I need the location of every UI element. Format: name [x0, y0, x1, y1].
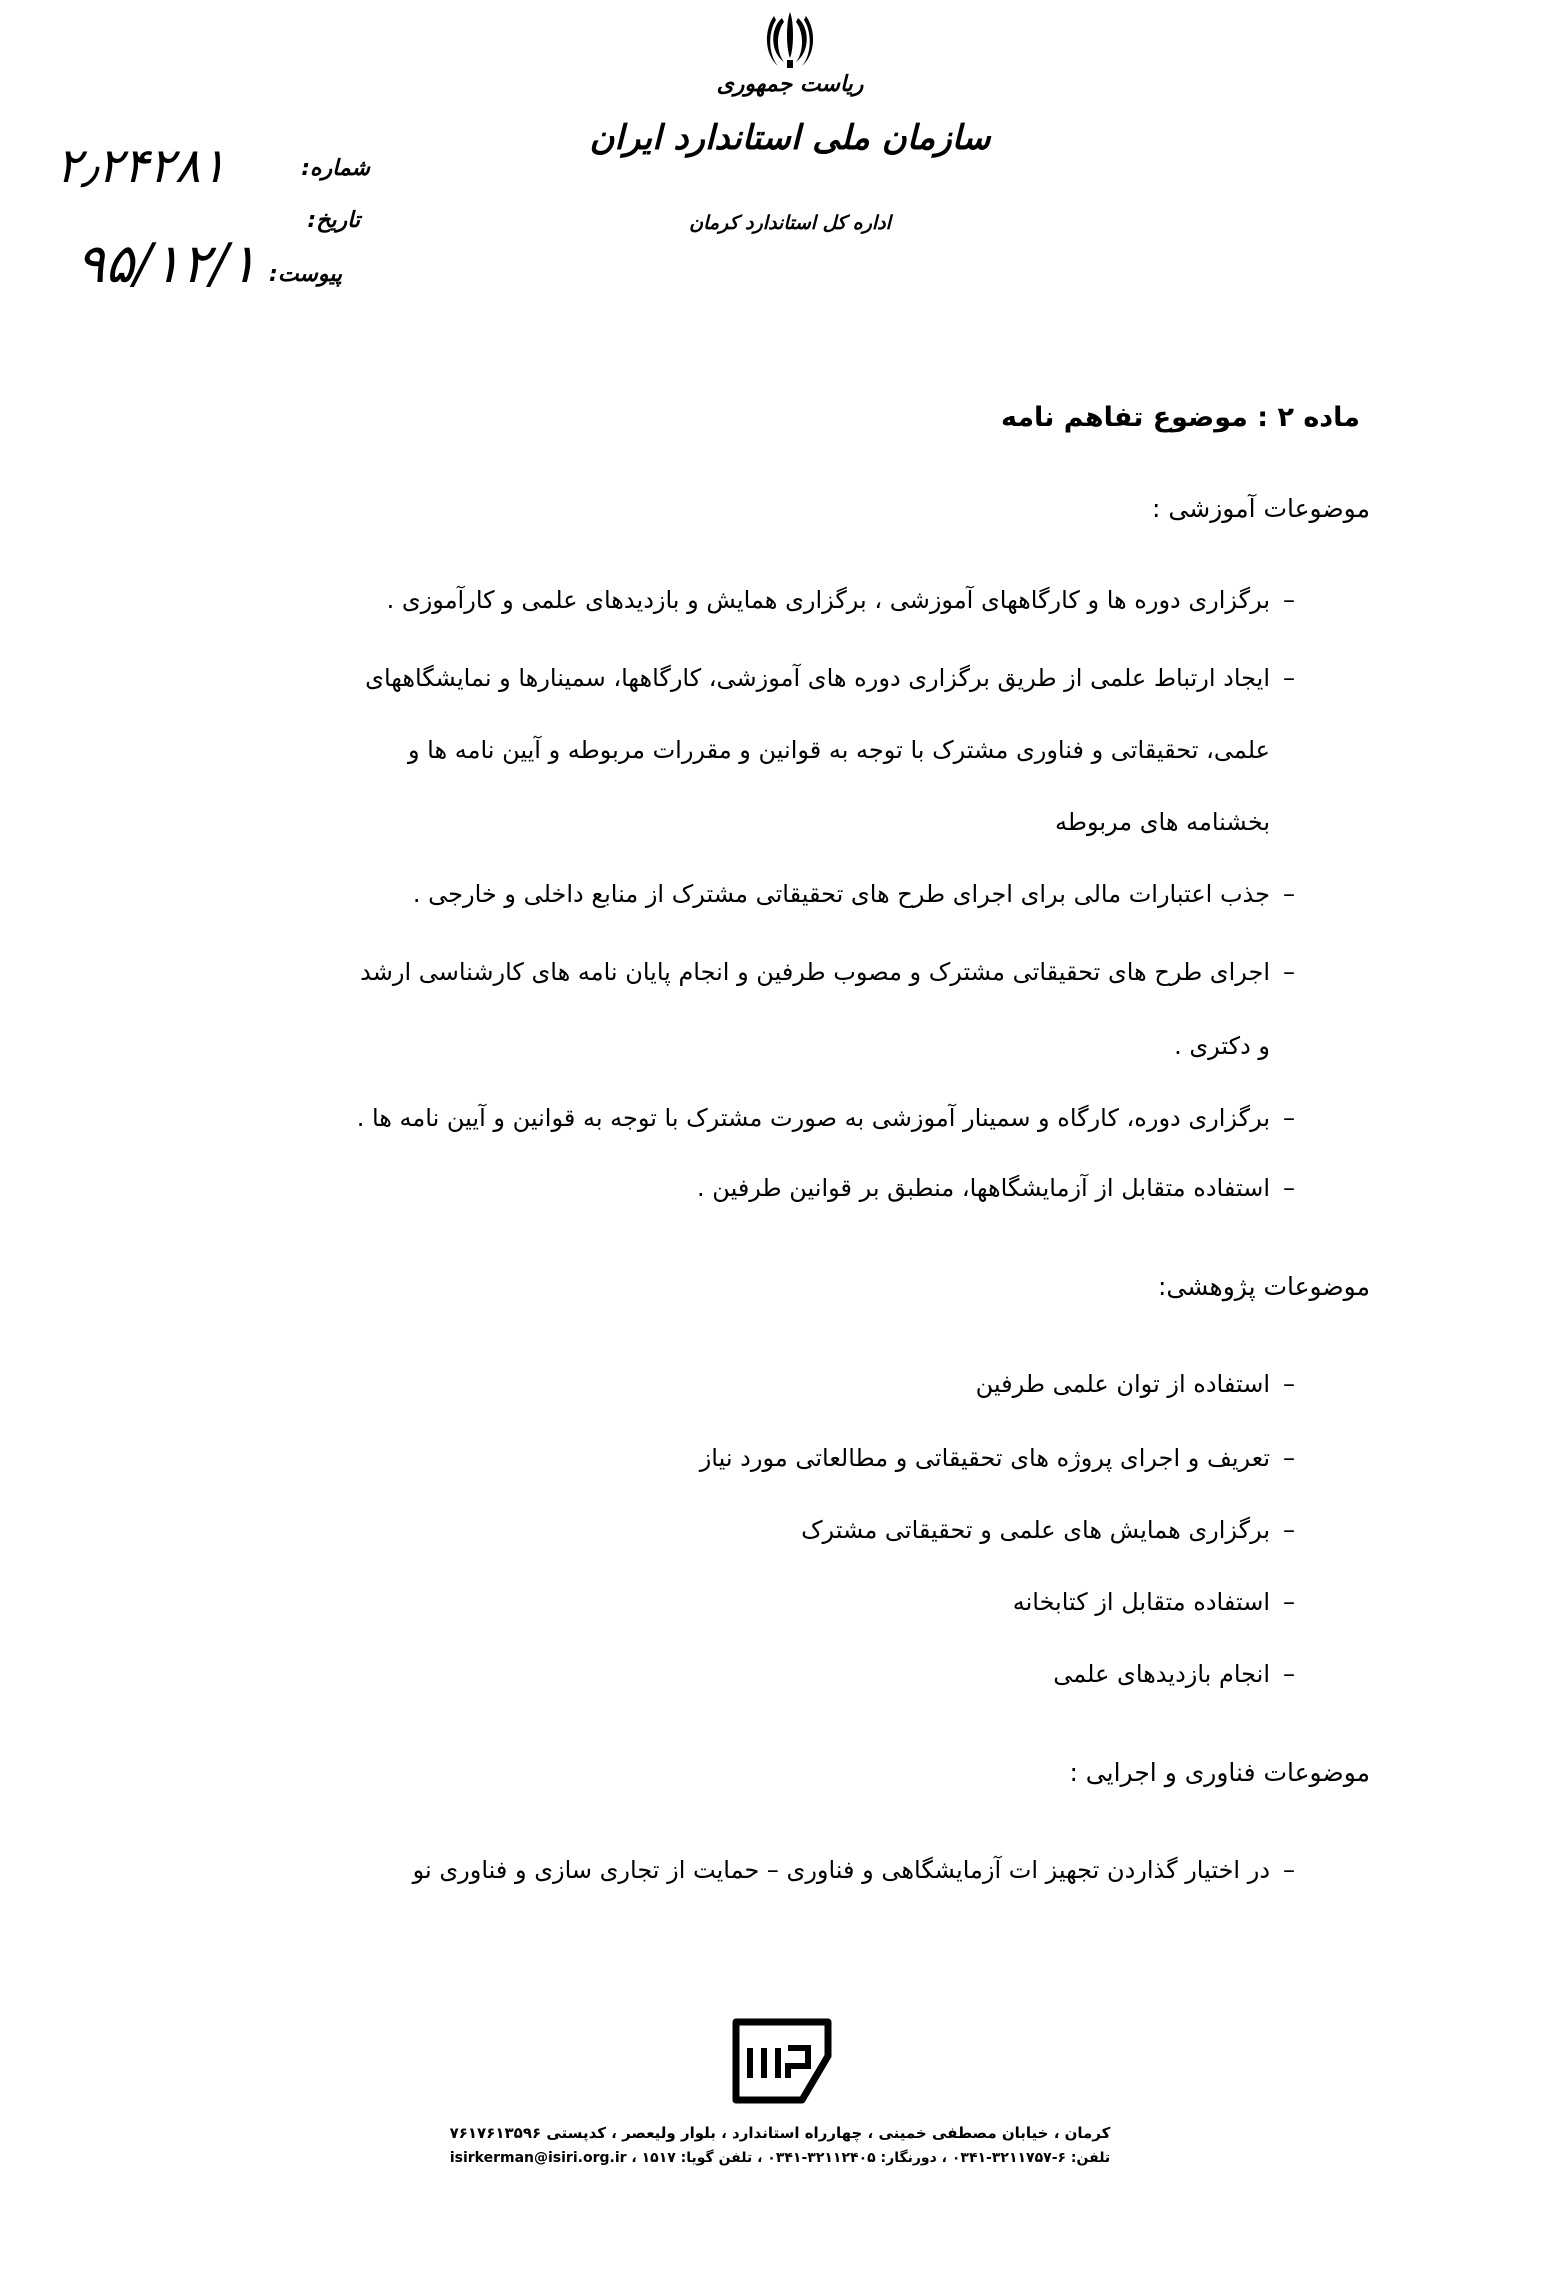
bullet-dash: –	[1283, 958, 1295, 986]
letterhead-presidency: ریاست جمهوری	[716, 72, 864, 97]
list-item: استفاده متقابل از آزمایشگاهها، منطبق بر قوانین طرفین .	[697, 1174, 1270, 1202]
list-item: برگزاری دوره، کارگاه و سمینار آموزشی به صورت مشترک با توجه به قوانین و آیین نامه ها .	[356, 1104, 1270, 1132]
list-item: جذب اعتبارات مالی برای اجرای طرح های تحقیقاتی مشترک از منابع داخلی و خارجی .	[412, 880, 1270, 908]
date-label: تاریخ:	[307, 208, 360, 233]
list-item-continuation: علمی، تحقیقاتی و فناوری مشترک با توجه به قوانین و مقررات مربوطه و آیین نامه ها و	[407, 736, 1270, 764]
bullet-dash: –	[1283, 1104, 1295, 1132]
list-item: تعریف و اجرای پروژه های تحقیقاتی و مطالعاتی مورد نیاز	[699, 1444, 1270, 1472]
article-heading: ماده ۲ : موضوع تفاهم نامه	[1000, 402, 1360, 433]
list-item: انجام بازدیدهای علمی	[1053, 1660, 1270, 1688]
isiri-standard-logo-icon	[728, 2016, 836, 2106]
attachment-label: پیوست:	[269, 262, 342, 287]
bullet-dash: –	[1283, 664, 1295, 692]
section-title-educational: موضوعات آموزشی :	[1152, 494, 1370, 523]
footer-email: isirkerman@isiri.org.ir	[449, 2150, 627, 2166]
letterhead-office: اداره کل استاندارد کرمان	[689, 212, 891, 234]
bullet-dash: –	[1283, 1174, 1295, 1202]
handwritten-date: ۹۵/۱۲/۱	[76, 232, 258, 295]
list-item: اجرای طرح های تحقیقاتی مشترک و مصوب طرفین و انجام پایان نامه های کارشناسی ارشد	[360, 958, 1270, 986]
bullet-dash: –	[1283, 1516, 1295, 1544]
list-item: در اختیار گذاردن تجهیز ات آزمایشگاهی و فناوری – حمایت از تجاری سازی و فناوری نو	[412, 1856, 1270, 1884]
list-item: ایجاد ارتباط علمی از طریق برگزاری دوره های آموزشی، کارگاهها، سمینارها و نمایشگاههای	[365, 664, 1270, 692]
list-item: برگزاری دوره ها و کارگاههای آموزشی ، برگزاری همایش و بازدیدهای علمی و کارآموزی .	[386, 586, 1270, 614]
section-title-technology: موضوعات فناوری و اجرایی :	[1069, 1758, 1370, 1787]
bullet-dash: –	[1283, 880, 1295, 908]
bullet-dash: –	[1283, 1444, 1295, 1472]
bullet-dash: –	[1283, 1856, 1295, 1884]
letterhead-organization: سازمان ملی استاندارد ایران	[589, 118, 991, 158]
list-item-continuation: بخشنامه های مربوطه	[1054, 808, 1270, 836]
number-label: شماره:	[301, 156, 370, 181]
bullet-dash: –	[1283, 1370, 1295, 1398]
iran-emblem-icon	[760, 8, 820, 70]
list-item: استفاده از توان علمی طرفین	[975, 1370, 1270, 1398]
section-title-research: موضوعات پژوهشی:	[1157, 1272, 1370, 1301]
bullet-dash: –	[1283, 1588, 1295, 1616]
handwritten-number: ۲٫۲۴۲۸۱	[56, 138, 227, 194]
footer-contact	[420, 2150, 1140, 2166]
footer-address: کرمان ، خیابان مصطفی خمینی ، چهارراه استاندارد ، بلوار ولیعصر ، کدپستی ۷۶۱۷۶۱۳۵۹۶	[449, 2124, 1111, 2142]
list-item: برگزاری همایش های علمی و تحقیقاتی مشترک	[801, 1516, 1270, 1544]
footer-phones: تلفن: ۶-۳۲۱۱۷۵۷-۰۳۴۱ ، دورنگار: ۳۲۱۱۲۴۰۵-۰۳۴۱ ، تلفن گویا: ۱۵۱۷ ،	[631, 2150, 1111, 2166]
list-item: استفاده متقابل از کتابخانه	[1012, 1588, 1270, 1616]
bullet-dash: –	[1283, 586, 1295, 614]
bullet-dash: –	[1283, 1660, 1295, 1688]
list-item-continuation: و دکتری .	[1174, 1032, 1270, 1060]
